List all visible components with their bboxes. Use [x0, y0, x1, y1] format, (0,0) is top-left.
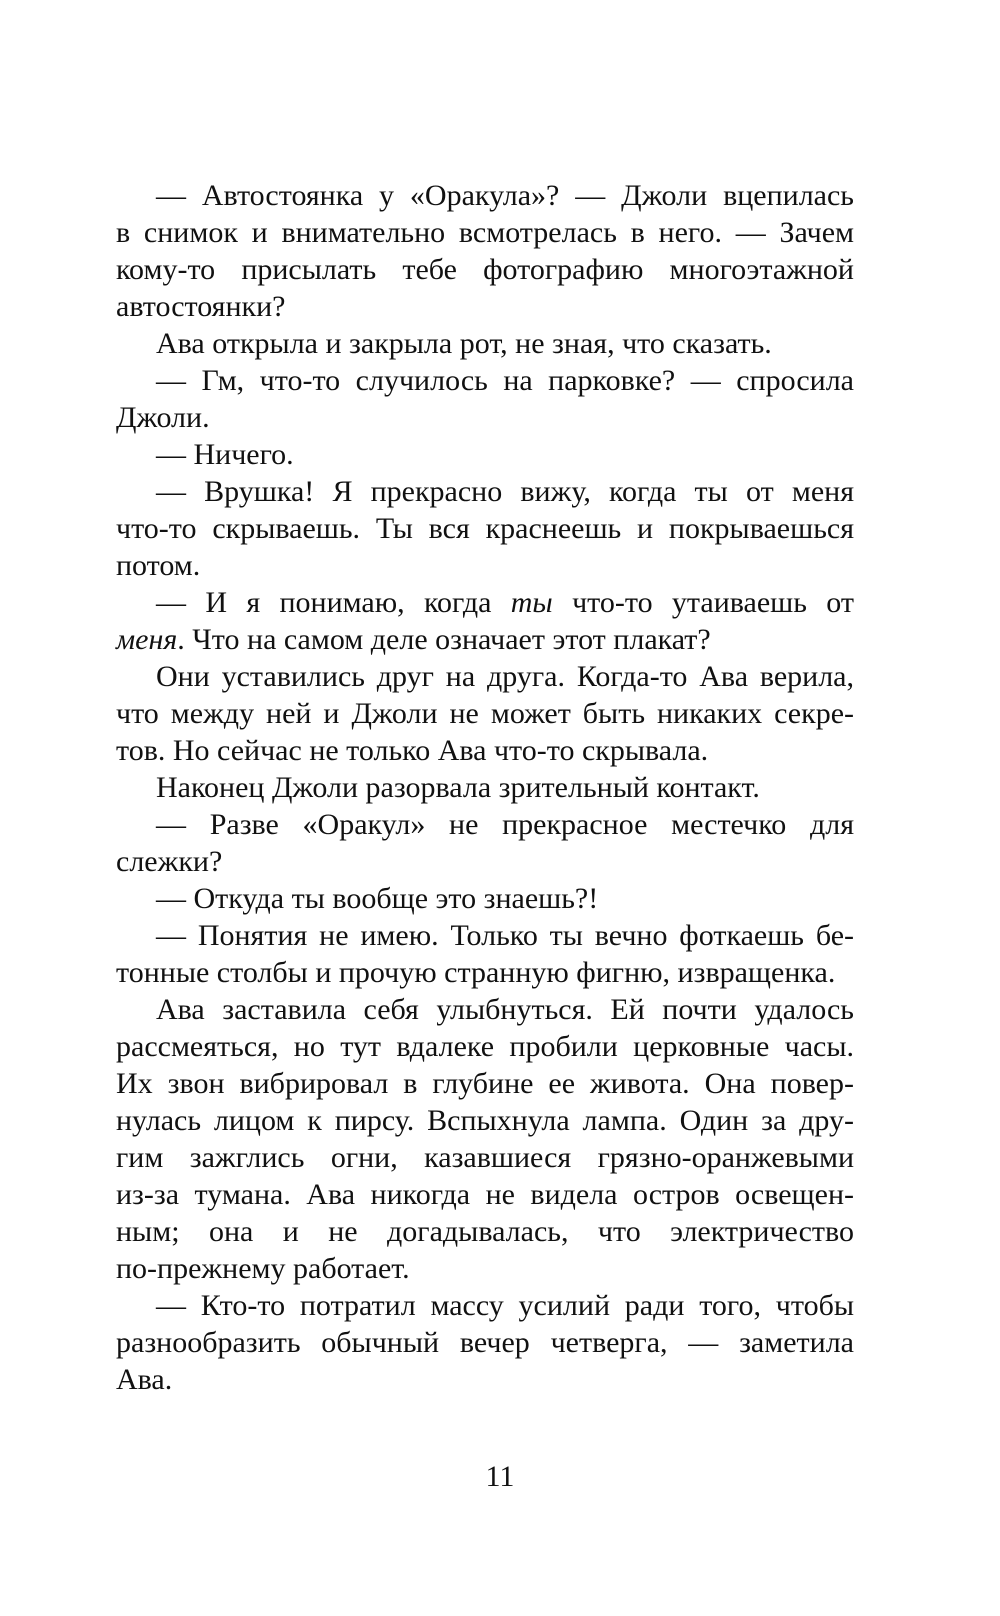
text-line: Джоли. — [116, 401, 210, 434]
text-line: Наконец Джоли разорвала зрительный контакт. — [156, 771, 760, 804]
text-line: Ава заставила себя улыбнуться. Ей почти удалось — [156, 993, 854, 1026]
text-line: рассмеяться, но тут вдалеке пробили церковные часы. — [116, 1030, 854, 1063]
text-line: слежки? — [116, 845, 223, 878]
body-text — [116, 177, 854, 1398]
italic-emphasis: меня — [116, 623, 178, 656]
text-line: автостоянки? — [116, 290, 286, 323]
text-line: гим зажглись огни, казавшиеся грязно-оранжевыми — [116, 1141, 854, 1174]
text-line: Ава открыла и закрыла рот, не зная, что сказать. — [156, 327, 772, 360]
text-line: что-то скрываешь. Ты вся краснеешь и покрываешься — [116, 512, 854, 545]
text-line: меня. Что на самом деле означает этот плакат? — [116, 623, 711, 656]
text-line: из-за тумана. Ава никогда не видела остров освещен- — [116, 1178, 854, 1211]
text-line: — Автостоянка у «Оракула»? — Джоли вцепилась — [156, 179, 854, 212]
text-line: — Понятия не имею. Только ты вечно фоткаешь бе- — [156, 919, 854, 952]
text-line: — И я понимаю, когда ты что-то утаиваешь от — [156, 586, 854, 619]
text-line: разнообразить обычный вечер четверга, — заметила — [116, 1326, 854, 1359]
text-line: нулась лицом к пирсу. Вспыхнула лампа. Один за дру- — [116, 1104, 854, 1137]
text-line: кому-то присылать тебе фотографию многоэтажной — [116, 253, 854, 286]
text-line: — Гм, что-то случилось на парковке? — спросила — [156, 364, 854, 397]
text-line: в снимок и внимательно всмотрелась в него. — Зачем — [116, 216, 854, 249]
text-line: — Кто-то потратил массу усилий ради того, чтобы — [156, 1289, 854, 1322]
page-number: 11 — [485, 1460, 515, 1493]
text-line: — Разве «Оракул» не прекрасное местечко для — [156, 808, 854, 841]
text-line: тов. Но сейчас не только Ава что-то скрывала. — [116, 734, 709, 767]
text-line: Их звон вибрировал в глубине ее живота. Она повер- — [116, 1067, 854, 1100]
text-line: что между ней и Джоли не может быть никаких секре- — [116, 697, 854, 730]
italic-emphasis: ты — [510, 586, 553, 619]
text-line: — Врушка! Я прекрасно вижу, когда ты от меня — [156, 475, 854, 508]
text-line: тонные столбы и прочую странную фигню, извращенка. — [116, 956, 836, 989]
text-line: по-прежнему работает. — [116, 1252, 410, 1285]
text-line: ным; она и не догадывалась, что электричество — [116, 1215, 854, 1248]
text-line: потом. — [116, 549, 201, 582]
text-line: — Ничего. — [156, 438, 294, 471]
text-line: Они уставились друг на друга. Когда-то Ава верила, — [156, 660, 854, 693]
text-line: — Откуда ты вообще это знаешь?! — [156, 882, 599, 915]
text-line: Ава. — [116, 1363, 173, 1396]
